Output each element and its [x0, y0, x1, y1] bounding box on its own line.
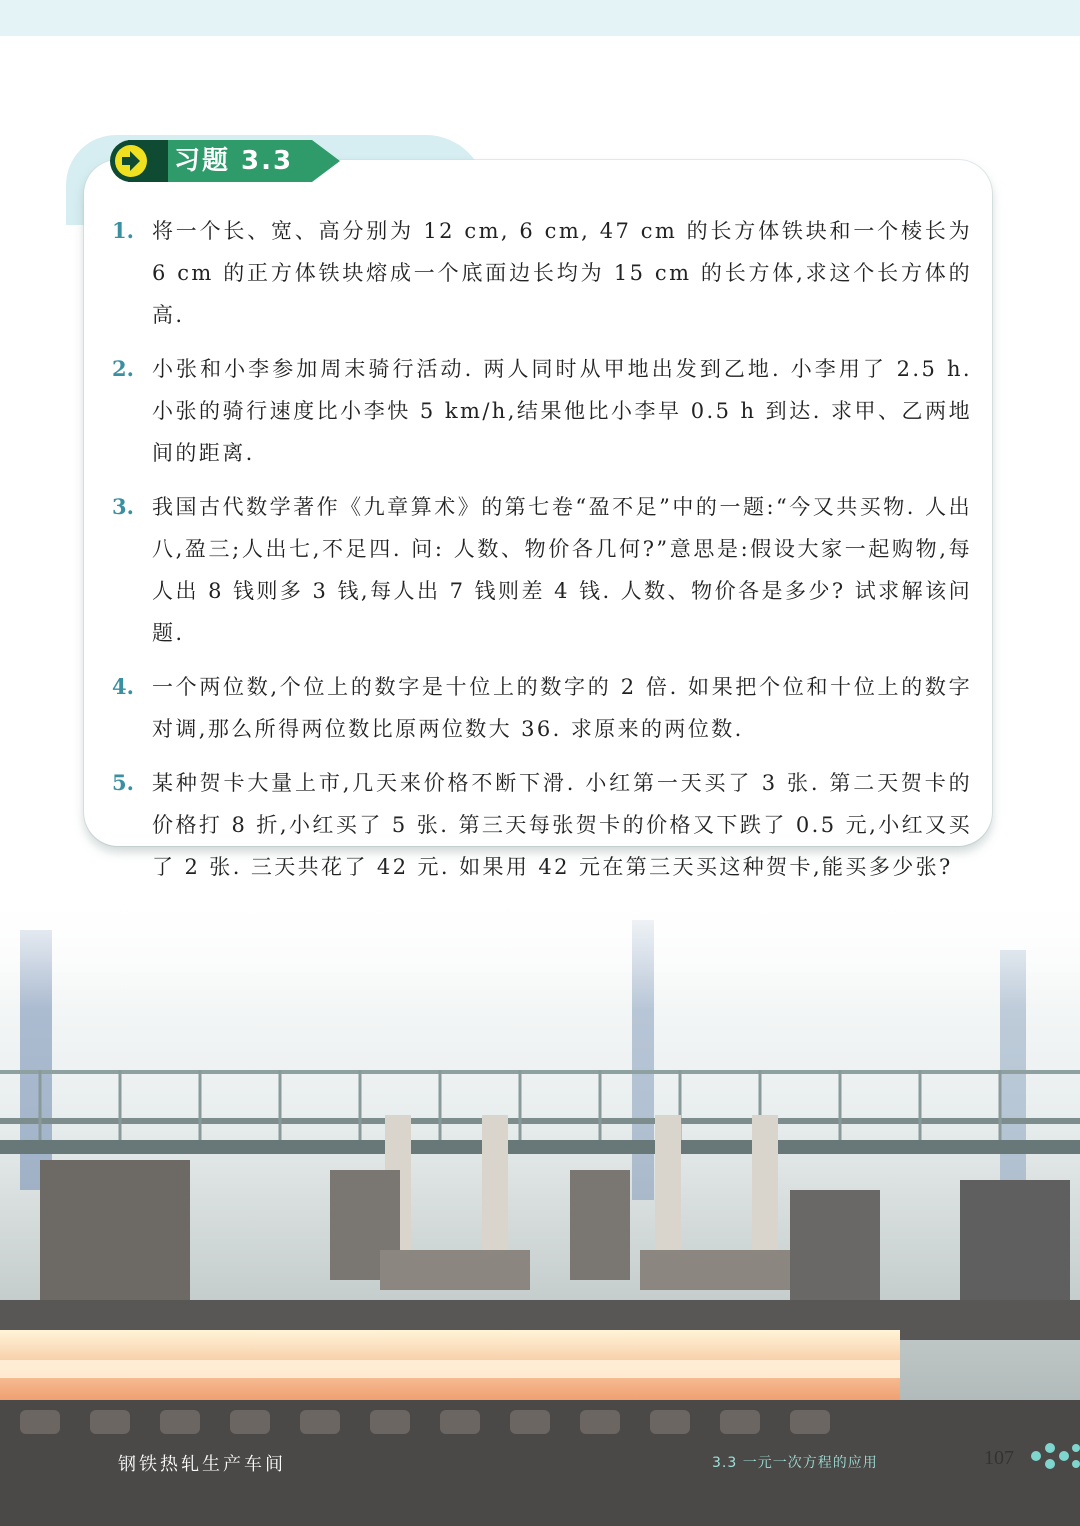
- photo-caption: 钢铁热轧生产车间: [118, 1454, 286, 1475]
- exercise-item-4: [112, 666, 972, 750]
- exercise-number: 1.: [112, 218, 134, 243]
- page-number: 107: [984, 1447, 1014, 1469]
- exercise-item-5: [112, 762, 972, 888]
- section-reference: 3.3 一元一次方程的应用: [712, 1455, 878, 1471]
- exercise-title-tab: [108, 138, 342, 184]
- steel-mill-photo: [0, 890, 1080, 1526]
- exercise-text: 小张和小李参加周末骑行活动. 两人同时从甲地出发到乙地. 小李用了 2.5 h. 小张的骑行速度比小李快 5 km/h,结果他比小李早 0.5 h 到达. 求甲、乙两地间的距离.: [152, 357, 972, 465]
- exercise-item-2: [112, 348, 972, 474]
- top-band: [0, 0, 1080, 36]
- exercise-number: 4.: [112, 674, 134, 699]
- exercise-number: 2.: [112, 356, 134, 381]
- exercise-text: 我国古代数学著作《九章算术》的第七卷“盈不足”中的一题:“今又共买物. 人出八,盈三;人出七,不足四. 问: 人数、物价各几何?”意思是:假设大家一起购物,每人出 8 钱则多 3 钱,每人出 7 钱则差 4 钱. 人数、物价各是多少? 试求解该问题.: [152, 495, 972, 645]
- exercise-number: 5.: [112, 770, 134, 795]
- exercise-text: 将一个长、宽、高分别为 12 cm, 6 cm, 47 cm 的长方体铁块和一个棱长为 6 cm 的正方体铁块熔成一个底面边长均为 15 cm 的长方体,求这个长方体的高.: [152, 219, 972, 327]
- exercise-list: [112, 210, 972, 900]
- exercise-title: 习题 3.3: [174, 146, 294, 176]
- exercise-number: 3.: [112, 494, 134, 519]
- exercise-text: 一个两位数,个位上的数字是十位上的数字的 2 倍. 如果把个位和十位上的数字对调,那么所得两位数比原两位数大 36. 求原来的两位数.: [152, 675, 972, 741]
- exercise-item-3: [112, 486, 972, 654]
- steel-mill-illustration: [0, 890, 1080, 1526]
- exercise-text: 某种贺卡大量上市,几天来价格不断下滑. 小红第一天买了 3 张. 第二天贺卡的价格打 8 折,小红买了 5 张. 第三天每张贺卡的价格又下跌了 0.5 元,小红又买了 2 张. 三天共花了 42 元. 如果用 42 元在第三天买这种贺卡,能买多少张?: [152, 771, 972, 879]
- exercise-item-1: [112, 210, 972, 336]
- footer-ornament-icon: [1026, 1436, 1080, 1476]
